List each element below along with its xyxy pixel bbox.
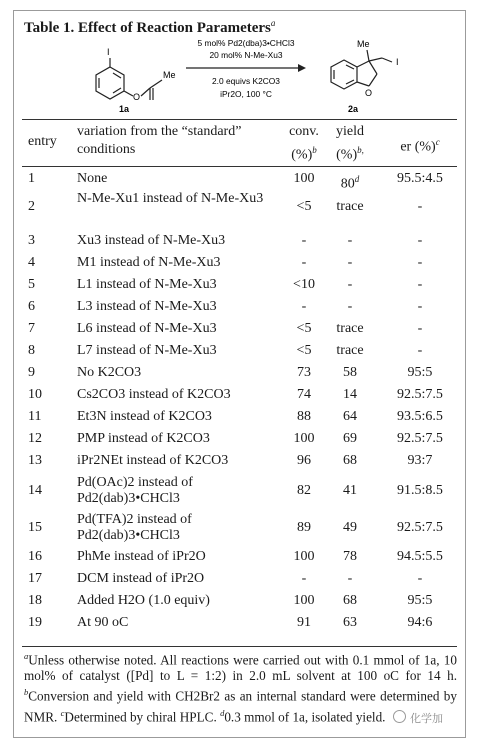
- header-yield-line2: [326, 141, 374, 165]
- product-atom-I: I: [396, 57, 399, 67]
- er-cell: -: [417, 255, 423, 270]
- variation-cell: Added H2O (1.0 equiv): [77, 593, 210, 608]
- footnote-a: Unless otherwise noted. All reactions were carried out with 0.1 mmol of 1a, 10 mol% of catalyst ([Pd] to L = 1:2) in 2.0 mL solvent at 100 oC for 14 h.: [24, 652, 457, 684]
- variation-cell: PhMe instead of iPr2O: [77, 549, 206, 564]
- product-atom-Me: Me: [357, 39, 370, 49]
- reagent-line-2: 20 mol% N-Me-Xu3: [209, 50, 283, 60]
- yield-cell: 63: [343, 615, 357, 630]
- entry-cell: 11: [28, 409, 42, 424]
- er-cell: 94.5:5.5: [397, 549, 443, 564]
- footnote-c: Determined by chiral HPLC.: [64, 709, 217, 725]
- substrate-atom-I: I: [107, 47, 110, 57]
- header-conv-line2: [285, 141, 323, 165]
- table-row: [0, 232, 479, 250]
- top-rule: [22, 119, 457, 120]
- variation-cell: L1 instead of N-Me-Xu3: [77, 277, 217, 292]
- yield-value: 80: [340, 176, 355, 192]
- header-yield-unit: (%): [336, 147, 358, 163]
- variation-cell: Xu3 instead of N-Me-Xu3: [77, 233, 226, 248]
- footnotes: [24, 648, 457, 725]
- er-cell: -: [417, 199, 423, 214]
- entry-cell: 1: [28, 171, 35, 186]
- variation-cell: At 90 oC: [77, 615, 129, 630]
- conversion-cell: -: [301, 255, 307, 270]
- variation-cell: PMP instead of K2CO3: [77, 431, 210, 446]
- table-row: [0, 452, 479, 470]
- entry-cell: 9: [28, 365, 35, 380]
- conversion-cell: 100: [293, 171, 315, 186]
- conversion-cell: <5: [296, 321, 312, 336]
- entry-cell: 5: [28, 277, 35, 292]
- footnote-a-mark: a: [24, 651, 29, 661]
- product-structure: [331, 50, 392, 89]
- table-row: [0, 254, 479, 272]
- er-cell: -: [417, 343, 423, 358]
- header-conv-line1: conv.: [289, 124, 319, 139]
- table-row: [0, 170, 479, 192]
- entry-cell: 10: [28, 387, 42, 402]
- substrate-atom-O: O: [133, 92, 141, 102]
- variation-cell: M1 instead of N-Me-Xu3: [77, 255, 221, 270]
- entry-cell: 2: [28, 199, 35, 214]
- er-cell: 91.5:8.5: [397, 483, 443, 498]
- conversion-cell: -: [301, 233, 307, 248]
- footnote-b: Conversion and yield with CH2Br2 as an internal standard were determined by NMR.: [24, 688, 457, 725]
- variation-cell: N-Me-Xu1 instead of N-Me-Xu3: [77, 191, 264, 206]
- conversion-cell: 96: [297, 453, 311, 468]
- conversion-cell: 89: [297, 520, 311, 535]
- header-er: [380, 133, 460, 157]
- table-title-text: Table 1. Effect of Reaction Parameters: [24, 20, 271, 36]
- header-rule: [22, 166, 457, 167]
- footnote-d-mark: d: [220, 707, 225, 718]
- entry-cell: 6: [28, 299, 35, 314]
- conversion-cell: 100: [293, 549, 315, 564]
- er-cell: 95:5: [407, 365, 433, 380]
- table-header: [0, 123, 479, 165]
- entry-cell: 3: [28, 233, 35, 248]
- er-cell: 92.5:7.5: [397, 387, 443, 402]
- header-er-text: er (%): [400, 139, 436, 155]
- reagent-line-1: 5 mol% Pd2(dba)3•CHCl3: [197, 38, 295, 48]
- yield-cell: 68: [343, 593, 357, 608]
- variation-cell: Pd(TFA)2 instead of Pd2(dab)3•CHCl3: [77, 512, 192, 543]
- conversion-cell: <10: [293, 277, 315, 292]
- variation-cell: None: [77, 171, 108, 186]
- table-row: [0, 320, 479, 338]
- variation-cell: L7 instead of N-Me-Xu3: [77, 343, 217, 358]
- yield-cell: 41: [343, 483, 357, 498]
- bottom-rule: [22, 646, 457, 647]
- entry-cell: 18: [28, 593, 42, 608]
- yield-cell: -: [347, 299, 353, 314]
- er-cell: -: [417, 571, 423, 586]
- er-cell: 92.5:7.5: [397, 520, 443, 535]
- yield-cell: 49: [343, 520, 357, 535]
- yield-footnote-mark: d: [354, 174, 360, 184]
- conversion-cell: 100: [293, 593, 315, 608]
- er-cell: -: [417, 277, 423, 292]
- conversion-cell: 74: [297, 387, 311, 402]
- watermark: 化学加: [410, 712, 443, 725]
- table-row: [0, 511, 479, 545]
- variation-cell: Et3N instead of K2CO3: [77, 409, 212, 424]
- substrate-atom-Me: Me: [163, 70, 176, 80]
- reagent-line-3: 2.0 equivs K2CO3: [212, 76, 280, 86]
- conversion-cell: -: [301, 571, 307, 586]
- header-conv-note: b: [312, 145, 317, 155]
- yield-cell: 68: [343, 453, 357, 468]
- table-row: [0, 474, 479, 508]
- table-row: [0, 548, 479, 566]
- header-yield-note: b,: [357, 145, 364, 155]
- yield-cell: -: [347, 233, 353, 248]
- table-row: [0, 342, 479, 360]
- entry-cell: 4: [28, 255, 35, 270]
- table-row: [0, 386, 479, 404]
- substrate-structure: [96, 58, 162, 100]
- header-variation-line2: conditions: [77, 142, 136, 157]
- entry-cell: 13: [28, 453, 42, 468]
- reaction-scheme: [0, 34, 479, 116]
- variation-cell: Cs2CO3 instead of K2CO3: [77, 387, 231, 402]
- yield-cell: trace: [336, 343, 364, 358]
- entry-cell: 12: [28, 431, 42, 446]
- conversion-cell: <5: [296, 343, 312, 358]
- watermark-icon: [393, 710, 406, 723]
- yield-cell: 78: [343, 549, 357, 564]
- conversion-cell: 100: [293, 431, 315, 446]
- table-row: [0, 408, 479, 426]
- header-variation-line1: variation from the “standard”: [77, 124, 242, 139]
- entry-cell: 17: [28, 571, 42, 586]
- variation-cell: iPr2NEt instead of K2CO3: [77, 453, 229, 468]
- arrow-head: [298, 64, 306, 72]
- er-cell: 95.5:4.5: [397, 171, 443, 186]
- entry-cell: 19: [28, 615, 42, 630]
- header-conv-unit: (%): [291, 147, 313, 163]
- entry-cell: 15: [28, 520, 42, 535]
- entry-cell: 16: [28, 549, 42, 564]
- er-cell: -: [417, 299, 423, 314]
- header-yield-line1: yield: [336, 124, 364, 139]
- entry-cell: 14: [28, 483, 42, 498]
- yield-cell: -: [347, 255, 353, 270]
- conversion-cell: 91: [297, 615, 311, 630]
- table-row: [0, 298, 479, 316]
- footnote-b-mark: b: [24, 687, 29, 698]
- entry-cell: 8: [28, 343, 35, 358]
- er-cell: 94:6: [407, 615, 433, 630]
- er-cell: 93.5:6.5: [397, 409, 443, 424]
- variation-cell: L6 instead of N-Me-Xu3: [77, 321, 217, 336]
- er-cell: 95:5: [407, 593, 433, 608]
- variation-cell: L3 instead of N-Me-Xu3: [77, 299, 217, 314]
- table-row: [0, 276, 479, 294]
- product-atom-O: O: [365, 88, 373, 98]
- variation-cell: No K2CO3: [77, 365, 142, 380]
- table-row: [0, 614, 479, 632]
- reagent-line-4: iPr2O, 100 °C: [220, 89, 272, 99]
- header-entry: entry: [28, 134, 57, 149]
- table-row: [0, 592, 479, 610]
- yield-cell: 64: [343, 409, 357, 424]
- yield-cell: trace: [336, 321, 364, 336]
- product-label: 2a: [348, 104, 359, 114]
- table-row: [0, 364, 479, 382]
- title-footnote-mark: a: [270, 18, 276, 28]
- conversion-cell: 88: [297, 409, 311, 424]
- yield-cell: trace: [336, 199, 364, 214]
- er-cell: -: [417, 233, 423, 248]
- table-row: [0, 190, 479, 224]
- table-row: [0, 430, 479, 448]
- footnote-d: 0.3 mmol of 1a, isolated yield.: [224, 709, 386, 725]
- variation-cell: Pd(OAc)2 instead of Pd2(dab)3•CHCl3: [77, 475, 193, 506]
- yield-cell: -: [347, 277, 353, 292]
- footnote-c-mark: c: [60, 707, 65, 718]
- conversion-cell: 73: [297, 365, 311, 380]
- yield-cell: -: [347, 571, 353, 586]
- er-cell: -: [417, 321, 423, 336]
- er-cell: 92.5:7.5: [397, 431, 443, 446]
- yield-cell: 14: [343, 387, 357, 402]
- table-row: [0, 570, 479, 588]
- conversion-cell: -: [301, 299, 307, 314]
- entry-cell: 7: [28, 321, 35, 336]
- substrate-label: 1a: [119, 104, 130, 114]
- er-cell: 93:7: [407, 453, 433, 468]
- conversion-cell: 82: [297, 483, 311, 498]
- yield-cell: 58: [343, 365, 357, 380]
- conversion-cell: <5: [296, 199, 312, 214]
- variation-cell: DCM instead of iPr2O: [77, 571, 205, 586]
- header-er-note: c: [435, 137, 440, 147]
- yield-cell: 69: [343, 431, 357, 446]
